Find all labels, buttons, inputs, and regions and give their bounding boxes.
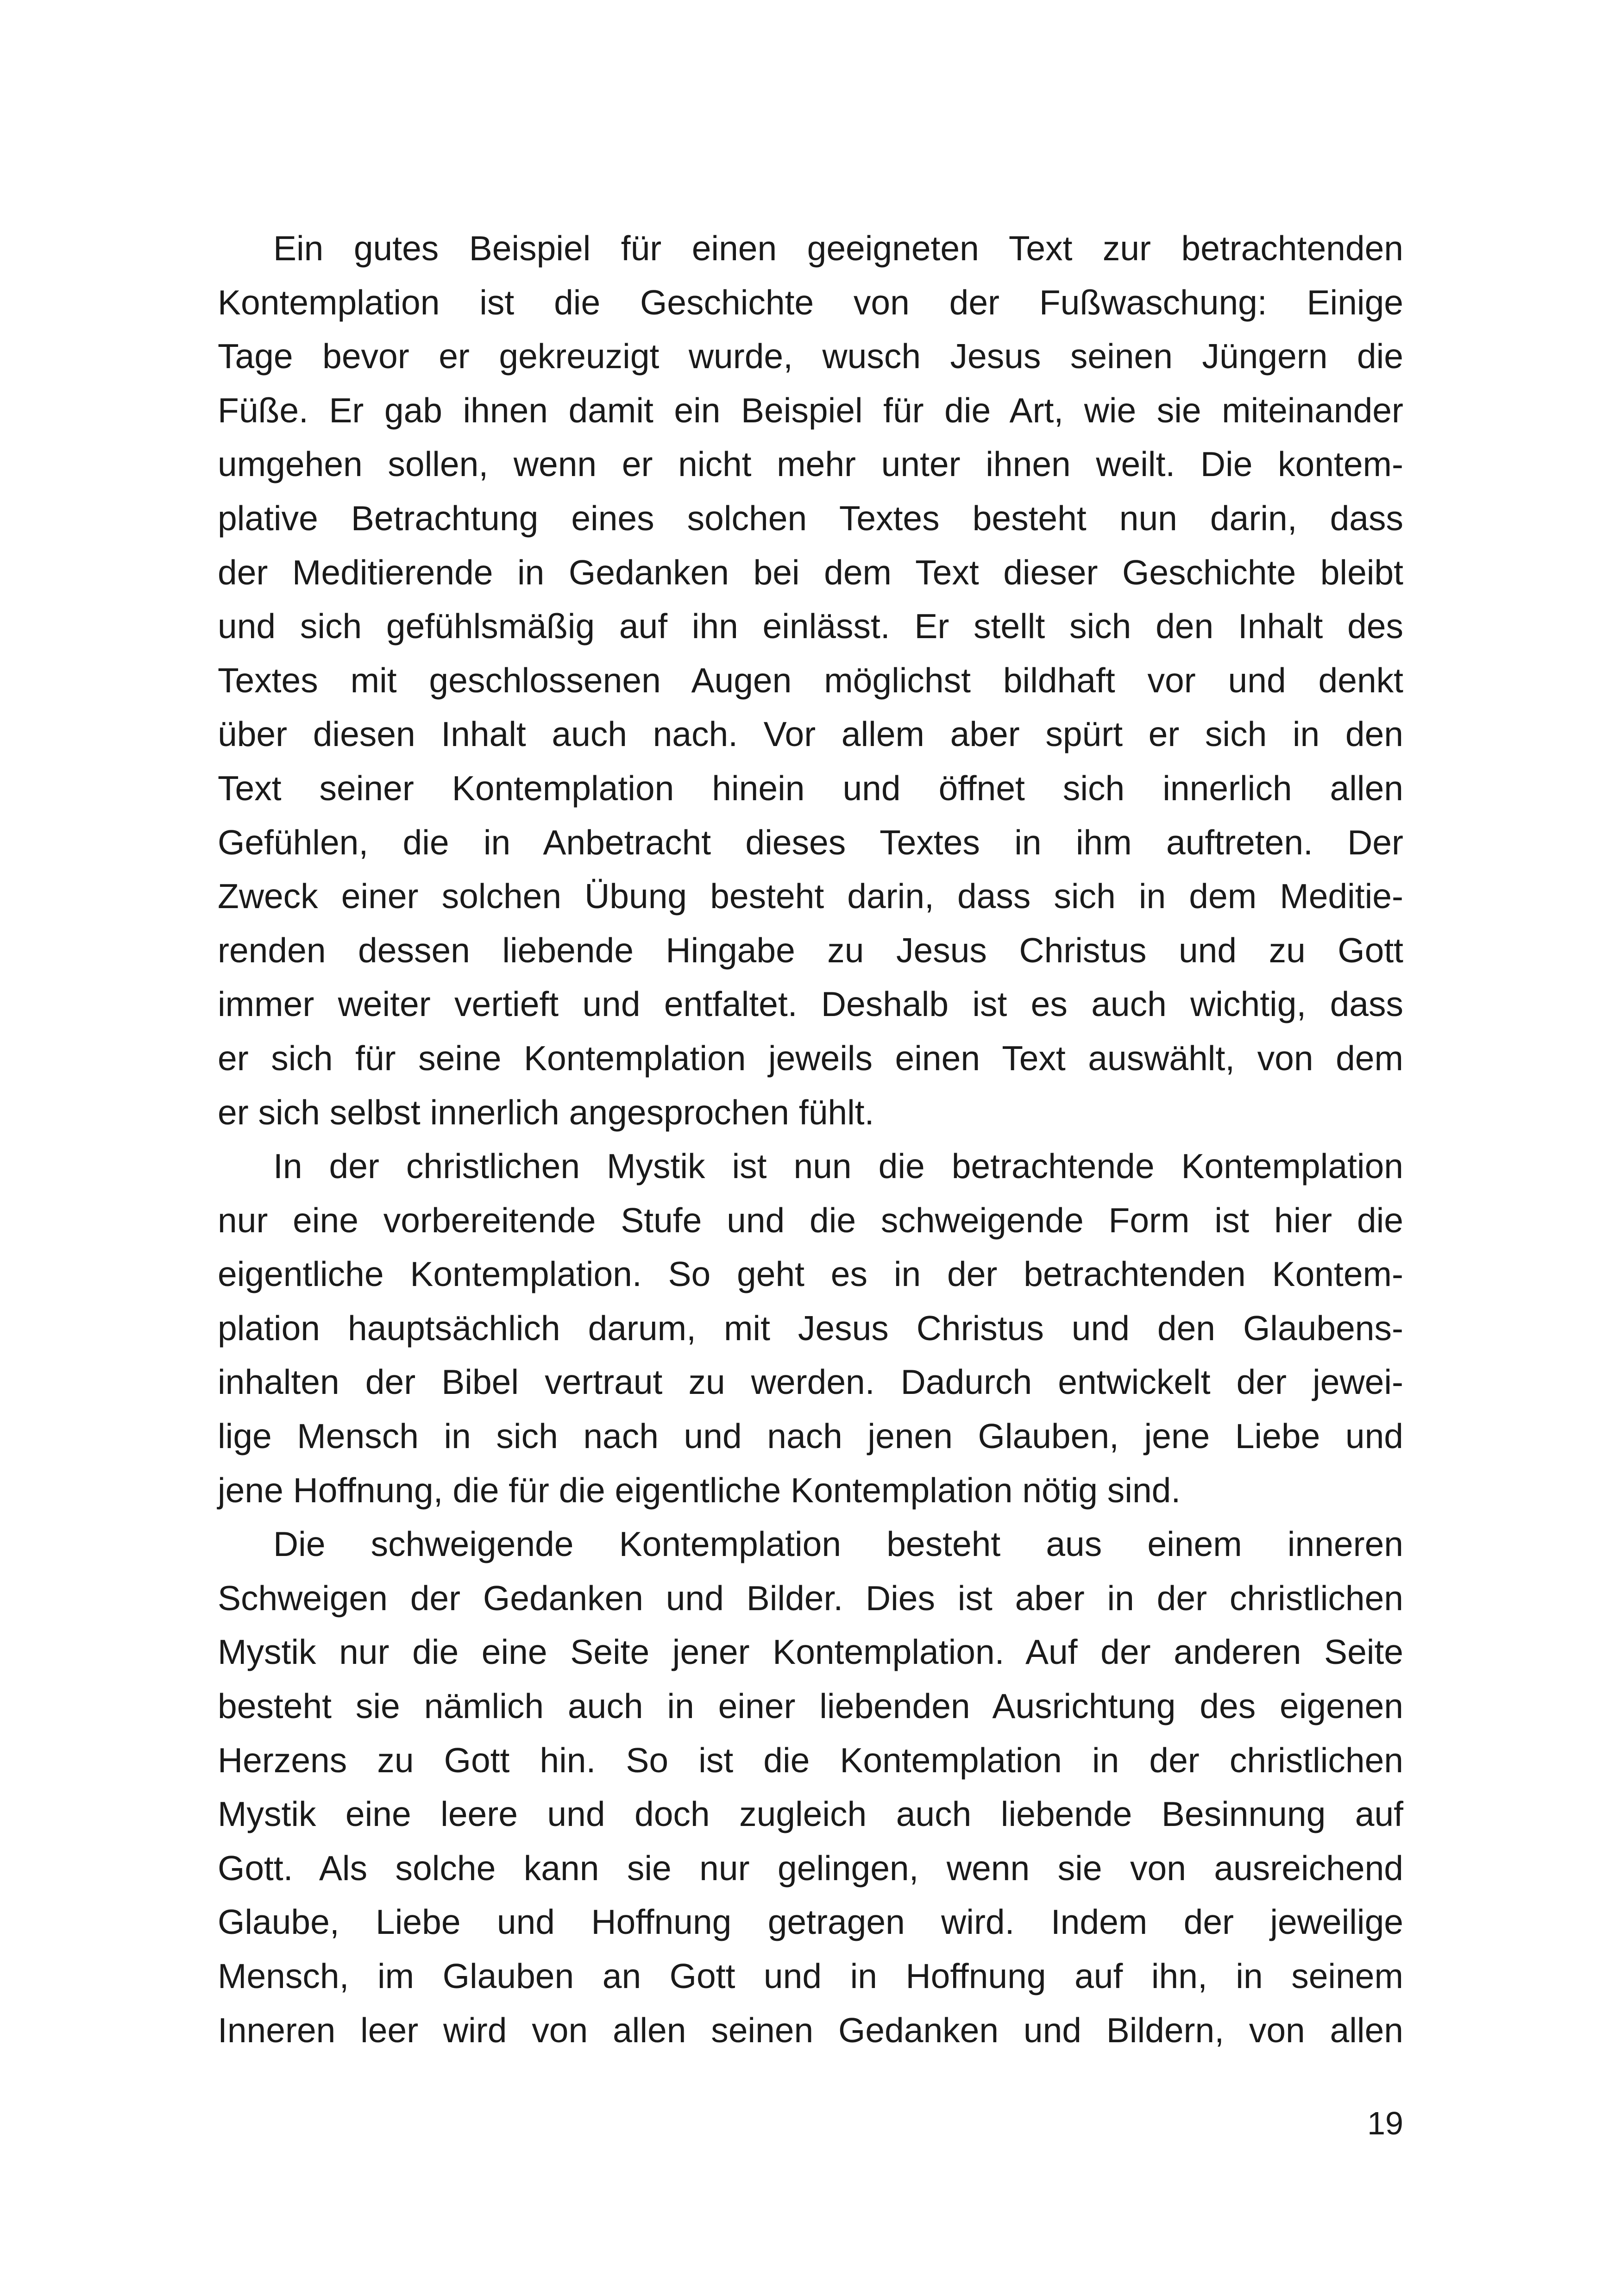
paragraph-3 <box>218 1517 1403 2057</box>
text-line: Textes mit geschlossenen Augen möglichst bildhaft vor und denkt <box>218 660 1403 700</box>
text-line: Ein gutes Beispiel für einen geeigneten Text zur betrachtenden <box>273 229 1403 268</box>
text-line: Glaube, Liebe und Hoffnung getragen wird. Indem der jeweilige <box>218 1902 1403 1942</box>
text-line: Füße. Er gab ihnen damit ein Beispiel für die Art, wie sie miteinander <box>218 390 1403 430</box>
paragraph-1 <box>218 221 1403 1139</box>
body-text <box>218 221 1403 2057</box>
text-line: In der christlichen Mystik ist nun die betrachtende Kontemplation <box>273 1147 1403 1186</box>
text-line: renden dessen liebende Hingabe zu Jesus Christus und zu Gott <box>218 930 1403 970</box>
text-line: Inneren leer wird von allen seinen Gedanken und Bildern, von allen <box>218 2010 1403 2050</box>
text-line: über diesen Inhalt auch nach. Vor allem aber spürt er sich in den <box>218 715 1403 754</box>
text-line: Kontemplation ist die Geschichte von der Fußwaschung: Einige <box>218 282 1403 322</box>
text-line: plation hauptsächlich darum, mit Jesus Christus und den Glaubens- <box>218 1308 1403 1348</box>
text-line: und sich gefühlsmäßig auf ihn einlässt. Er stellt sich den Inhalt des <box>218 607 1403 646</box>
text-line: Mensch, im Glauben an Gott und in Hoffnung auf ihn, in seinem <box>218 1957 1403 1995</box>
text-line: Zweck einer solchen Übung besteht darin, dass sich in dem Meditie- <box>218 877 1403 916</box>
text-line: jene Hoffnung, die für die eigentliche Kontemplation nötig sind. <box>218 1470 1181 1510</box>
text-line: Tage bevor er gekreuzigt wurde, wusch Jesus seinen Jüngern die <box>218 337 1403 376</box>
text-line: immer weiter vertieft und entfaltet. Deshalb ist es auch wichtig, dass <box>218 985 1403 1024</box>
text-line: besteht sie nämlich auch in einer liebenden Ausrichtung des eigenen <box>218 1687 1403 1726</box>
text-line: lige Mensch in sich nach und nach jenen Glauben, jene Liebe und <box>218 1417 1403 1456</box>
text-line: Schweigen der Gedanken und Bilder. Dies ist aber in der christlichen <box>218 1578 1403 1618</box>
text-line: er sich für seine Kontemplation jeweils einen Text auswählt, von dem <box>218 1038 1403 1078</box>
paragraph-2 <box>218 1139 1403 1517</box>
text-line: Gefühlen, die in Anbetracht dieses Textes in ihm auftreten. Der <box>218 822 1403 862</box>
text-line: der Meditierende in Gedanken bei dem Text dieser Geschichte bleibt <box>218 552 1403 592</box>
page-number: 19 <box>1367 2105 1403 2141</box>
text-line: Mystik nur die eine Seite jener Kontemplation. Auf der anderen Seite <box>218 1632 1403 1672</box>
text-line: Text seiner Kontemplation hinein und öffnet sich innerlich allen <box>218 768 1403 808</box>
text-line: er sich selbst innerlich angesprochen fühlt. <box>218 1092 874 1132</box>
text-line: inhalten der Bibel vertraut zu werden. Dadurch entwickelt der jewei- <box>218 1362 1403 1402</box>
text-line: Herzens zu Gott hin. So ist die Kontemplation in der christlichen <box>218 1740 1403 1780</box>
text-line: umgehen sollen, wenn er nicht mehr unter ihnen weilt. Die kontem- <box>218 445 1403 484</box>
text-line: Mystik eine leere und doch zugleich auch liebende Besinnung auf <box>218 1794 1403 1834</box>
text-line: Die schweigende Kontemplation besteht aus einem inneren <box>273 1524 1403 1564</box>
text-line: plative Betrachtung eines solchen Textes besteht nun darin, dass <box>218 498 1403 538</box>
text-line: eigentliche Kontemplation. So geht es in der betrachtenden Kontem- <box>218 1255 1403 1294</box>
text-line: nur eine vorbereitende Stufe und die schweigende Form ist hier die <box>218 1200 1403 1240</box>
text-line: Gott. Als solche kann sie nur gelingen, wenn sie von ausreichend <box>218 1848 1403 1888</box>
